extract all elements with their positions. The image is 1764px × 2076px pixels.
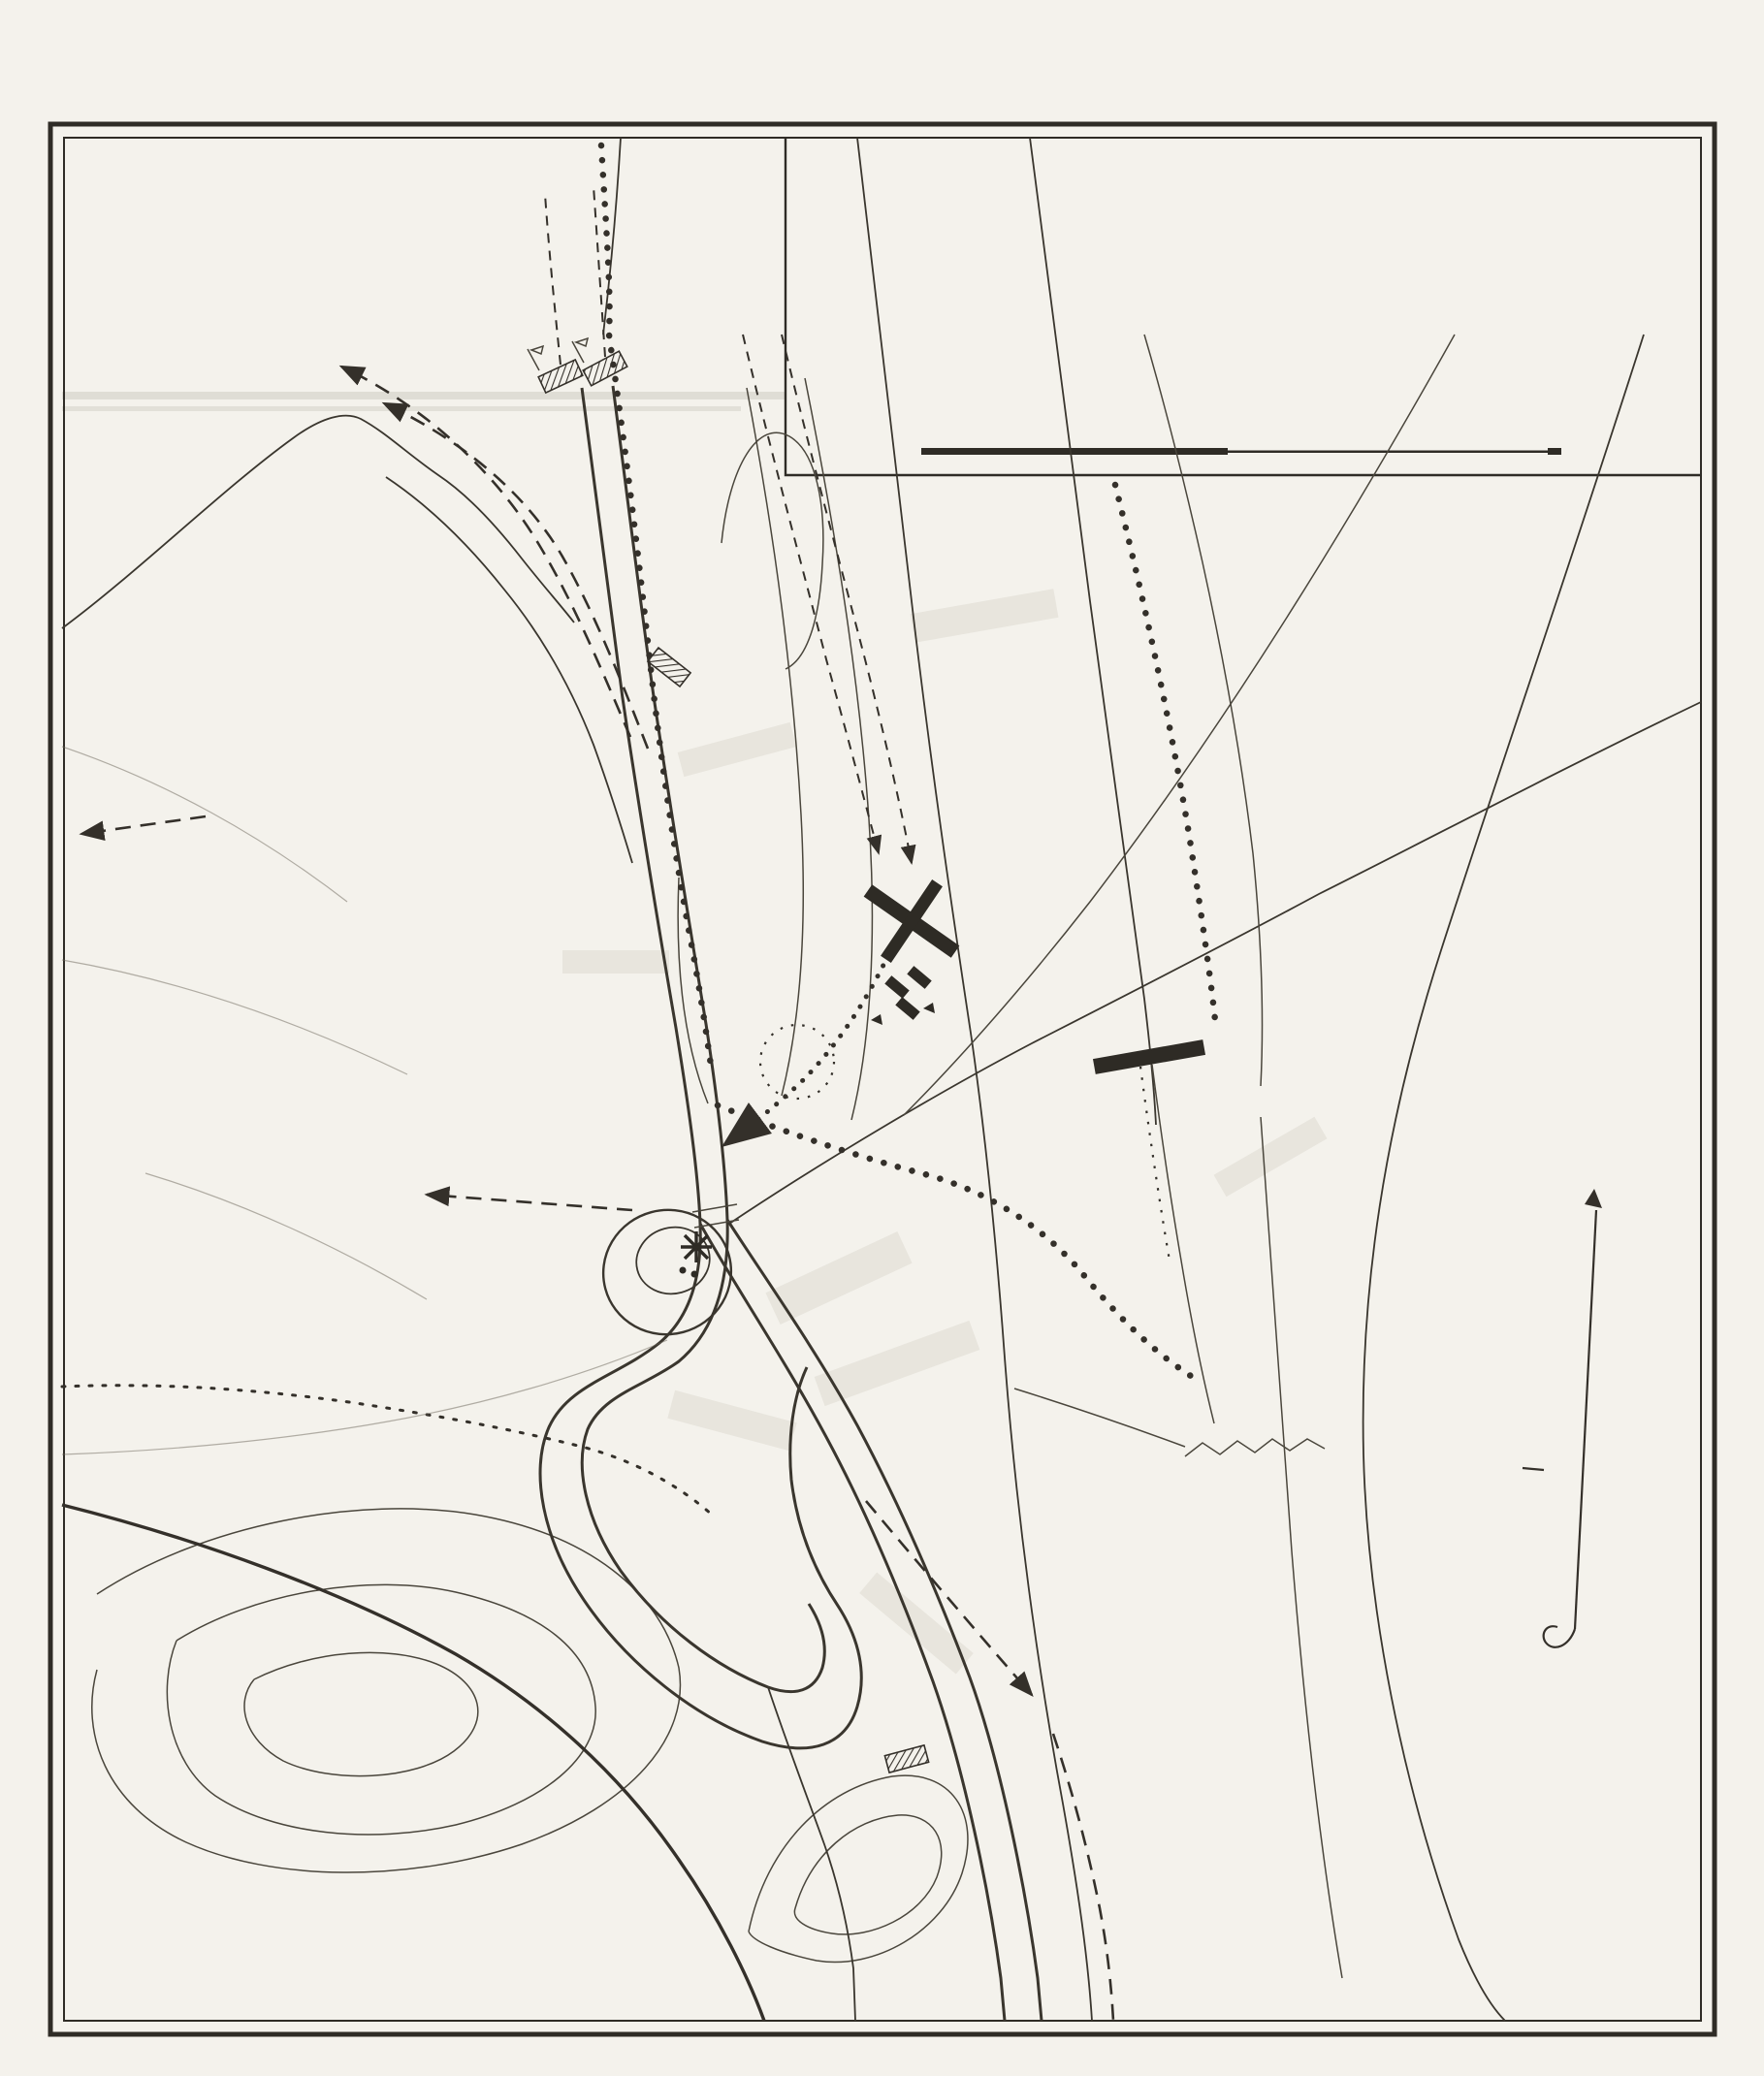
troop-symbols [528, 338, 1205, 1773]
scale-bar [921, 448, 1561, 455]
old-channel-dotted [62, 1386, 712, 1515]
scan-artifacts [62, 392, 786, 411]
road-network [62, 138, 1701, 2021]
contour-lines [62, 378, 968, 1963]
title-cartouche [786, 138, 1701, 475]
lahbinpire-torrent [1185, 1439, 1325, 1456]
compass-needle-line [1575, 1210, 1596, 1629]
road-northeast [729, 702, 1701, 1224]
siikajoki-village [590, 1196, 746, 1349]
column-route-dots-west [601, 145, 712, 1072]
hatched-unit-rectangles [528, 338, 929, 1773]
compass-rose [1523, 1189, 1602, 1647]
se-channel-east-bank [727, 1220, 1042, 2021]
river-network [62, 386, 1325, 2021]
field-shading [562, 589, 1327, 1674]
road-north-south [857, 138, 1092, 2021]
turganino-stream [386, 477, 632, 863]
crossed-position-bars [864, 879, 960, 963]
compass-arrowhead [1585, 1189, 1602, 1208]
church-icon [681, 1231, 712, 1262]
compass-tail-hook [1544, 1626, 1575, 1647]
road-southwest-heavy [62, 1505, 764, 2021]
siikajoki-west-bank [540, 388, 861, 1748]
small-unit-blobs [871, 966, 935, 1025]
imbolya-contour-outer [92, 1509, 681, 1872]
troop-movements [81, 145, 1216, 2021]
retreat-arrow-west [81, 816, 206, 834]
column-route-dots-east [1115, 485, 1216, 1030]
siikajoki-east-bank [582, 386, 824, 1692]
ridge-line [62, 416, 574, 628]
